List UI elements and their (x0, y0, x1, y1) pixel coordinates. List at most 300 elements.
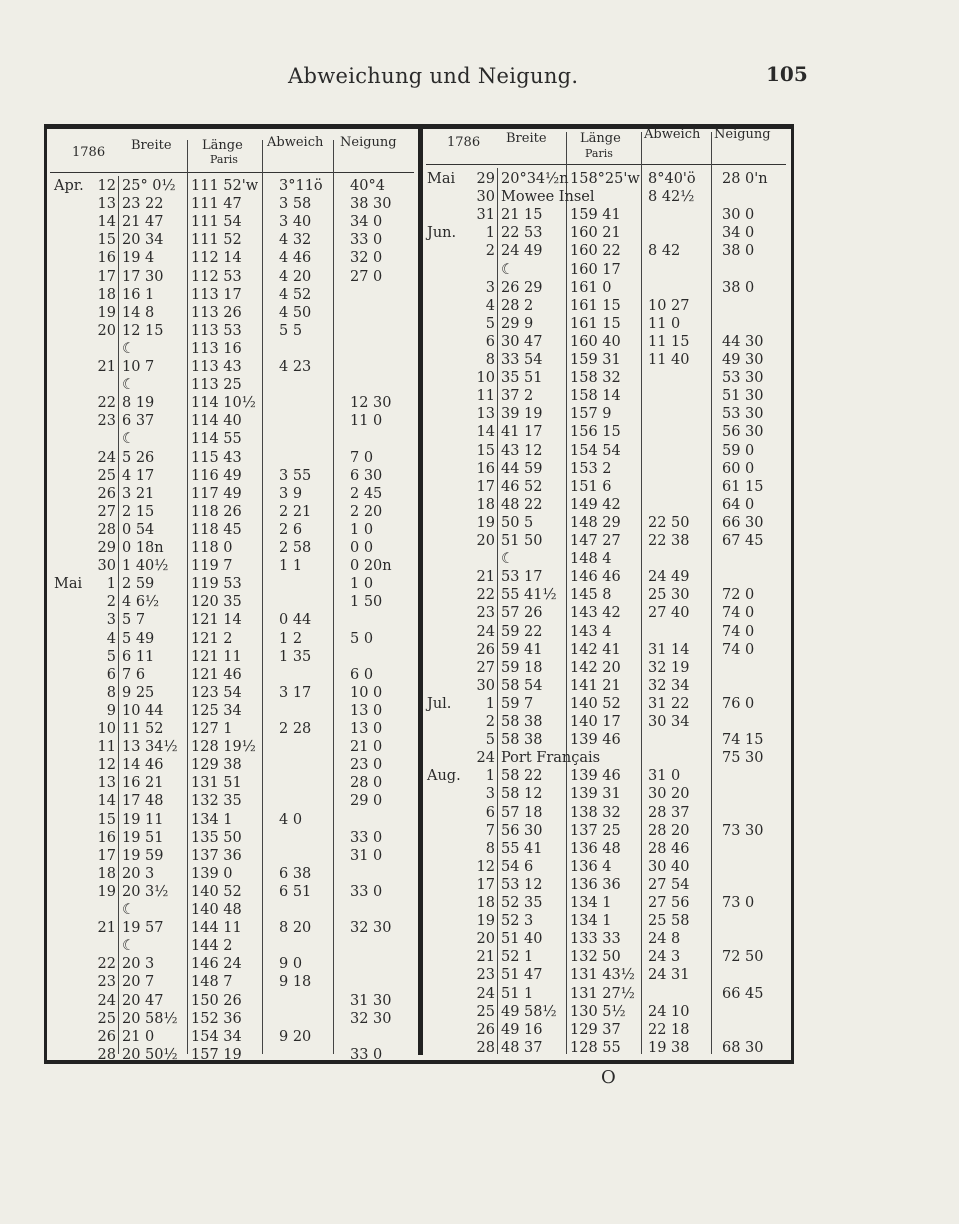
cell-day: 13 (97, 775, 116, 792)
cell-breite: 6 37 (122, 413, 155, 430)
cell-breite: 26 29 (501, 279, 543, 296)
cell-breite: ☾ (501, 261, 514, 278)
cell-abweich: 8 42 (648, 243, 681, 260)
cell-breite: 37 2 (501, 388, 534, 405)
cell-abweich: 27 40 (648, 605, 690, 622)
cell-laenge: 143 4 (570, 623, 612, 640)
right-header-breite: Breite (506, 131, 547, 146)
cell-breite: 20 47 (122, 992, 164, 1009)
cell-laenge: 150 26 (191, 992, 242, 1009)
cell-abweich: 28 20 (648, 822, 690, 839)
cell-laenge: 144 2 (191, 938, 233, 955)
cell-laenge: 129 37 (570, 1021, 621, 1038)
cell-breite: 13 34½ (122, 739, 178, 756)
cell-day: 23 (476, 967, 495, 984)
cell-breite: 51 1 (501, 985, 534, 1002)
cell-abweich: 30 40 (648, 858, 690, 875)
cell-day: 18 (476, 895, 495, 911)
right-header-paris: Paris (585, 147, 613, 160)
cell-laenge: 135 50 (191, 829, 242, 846)
cell-breite: 52 3 (501, 913, 534, 930)
cell-breite: 19 51 (122, 829, 164, 846)
cell-abweich: 30 34 (648, 714, 690, 730)
cell-neigung: 64 0 (722, 496, 755, 513)
cell-breite: 14 46 (122, 757, 164, 774)
cell-breite: 58 12 (501, 786, 543, 803)
cell-day: 16 (97, 250, 116, 267)
cell-day: 10 (97, 721, 116, 737)
cell-neigung: 34 0 (350, 214, 383, 231)
cell-laenge: 132 50 (570, 949, 621, 966)
cell-breite: 21 47 (122, 214, 164, 231)
cell-laenge: 121 14 (191, 612, 242, 629)
cell-laenge: 113 25 (191, 377, 242, 394)
cell-laenge: 139 0 (191, 865, 233, 882)
cell-abweich: 9 0 (279, 956, 303, 973)
cell-day: 28 (476, 1039, 495, 1056)
cell-neigung: 6 30 (350, 467, 383, 484)
cell-laenge: 160 40 (570, 333, 621, 350)
cell-breite: 29 9 (501, 315, 534, 332)
cell-breite: 57 26 (501, 605, 543, 622)
cell-laenge: 121 11 (191, 648, 242, 665)
cell-breite: 5 26 (122, 449, 155, 466)
cell-laenge: 149 42 (570, 496, 621, 513)
cell-day: 29 (97, 540, 116, 556)
cell-breite: 30 47 (501, 333, 543, 350)
cell-abweich: 2 21 (279, 503, 312, 520)
cell-neigung: 31 30 (350, 992, 392, 1009)
cell-abweich: 11 15 (648, 333, 690, 350)
cell-day: 1 (485, 768, 495, 785)
cell-breite: 21 15 (501, 207, 543, 224)
cell-day: 30 (97, 558, 116, 575)
cell-neigung: 13 0 (350, 721, 383, 737)
cell-day: 31 (476, 207, 495, 224)
cell-breite: 5 49 (122, 630, 155, 647)
cell-breite: 50 5 (501, 514, 534, 531)
cell-breite: 53 17 (501, 569, 543, 586)
cell-laenge: 148 4 (570, 551, 612, 568)
cell-day: 26 (476, 1021, 495, 1038)
cell-day: 26 (97, 485, 116, 502)
cell-neigung: 33 0 (350, 1046, 383, 1063)
cell-breite: 57 18 (501, 804, 543, 821)
cell-laenge: 148 29 (570, 514, 621, 531)
cell-breite: 10 44 (122, 702, 164, 719)
cell-neigung: 13 0 (350, 702, 383, 719)
cell-laenge: 146 46 (570, 569, 621, 586)
cell-abweich: 22 18 (648, 1021, 690, 1038)
cell-month: Jul. (427, 695, 452, 712)
cell-abweich: 9 20 (279, 1028, 312, 1045)
cell-laenge: 131 43½ (570, 967, 635, 984)
cell-breite: 19 4 (122, 250, 155, 267)
left-header-rule (50, 172, 414, 173)
cell-breite: 11 52 (122, 721, 164, 737)
cell-day: 23 (476, 605, 495, 622)
cell-breite: 2 15 (122, 503, 155, 520)
cell-breite: 59 18 (501, 659, 543, 676)
cell-neigung: 2 45 (350, 485, 383, 502)
cell-laenge: 112 53 (191, 268, 242, 285)
cell-laenge: 128 55 (570, 1039, 621, 1056)
cell-day: 14 (97, 214, 116, 231)
cell-laenge: 151 6 (570, 478, 612, 495)
cell-day: 15 (97, 232, 116, 249)
cell-day: 25 (97, 1010, 116, 1027)
cell-laenge: 161 15 (570, 297, 621, 314)
cell-laenge: 128 19½ (191, 739, 256, 756)
cell-laenge: 118 0 (191, 540, 233, 556)
cell-neigung: 7 0 (350, 449, 374, 466)
cell-neigung: 32 0 (350, 250, 383, 267)
cell-breite: 24 49 (501, 243, 543, 260)
cell-laenge: 142 20 (570, 659, 621, 676)
cell-breite: 21 0 (122, 1028, 155, 1045)
cell-day: 24 (476, 750, 495, 767)
cell-laenge: 138 32 (570, 804, 621, 821)
cell-breite: 19 57 (122, 920, 164, 937)
cell-laenge: 160 22 (570, 243, 621, 260)
cell-day: 20 (97, 322, 116, 339)
cell-day: 19 (476, 514, 495, 531)
cell-breite: 5 7 (122, 612, 146, 629)
cell-abweich: 6 38 (279, 865, 312, 882)
cell-breite: 2 59 (122, 576, 155, 593)
cell-neigung: 74 0 (722, 605, 755, 622)
cell-day: 16 (476, 460, 495, 477)
cell-laenge: 140 48 (191, 902, 242, 918)
cell-abweich: 32 19 (648, 659, 690, 676)
cell-neigung: 6 0 (350, 666, 374, 683)
right-header-rule (426, 164, 786, 165)
cell-day: 1 (485, 695, 495, 712)
cell-laenge: 115 43 (191, 449, 242, 466)
cell-breite: 48 37 (501, 1039, 543, 1056)
cell-day: 21 (476, 949, 495, 966)
cell-breite: 19 59 (122, 847, 164, 864)
cell-breite: 16 21 (122, 775, 164, 792)
cell-day: 14 (97, 793, 116, 810)
cell-abweich: 27 54 (648, 876, 690, 893)
cell-neigung: 1 50 (350, 594, 383, 611)
cell-neigung: 33 0 (350, 232, 383, 249)
cell-day: 23 (97, 413, 116, 430)
cell-breite: 51 50 (501, 533, 543, 549)
cell-day: 20 (476, 931, 495, 948)
cell-breite: 46 52 (501, 478, 543, 495)
cell-laenge: 121 2 (191, 630, 233, 647)
cell-day: 2 (106, 594, 116, 611)
cell-abweich: 24 31 (648, 967, 690, 984)
cell-breite: 28 2 (501, 297, 534, 314)
table-center-divider (418, 129, 423, 1055)
cell-breite: 17 48 (122, 793, 164, 810)
cell-day: 22 (476, 587, 495, 604)
cell-breite: 59 22 (501, 623, 543, 640)
cell-breite: 59 41 (501, 641, 543, 658)
page-title: Abweichung und Neigung. (288, 64, 579, 88)
cell-neigung: 76 0 (722, 695, 755, 712)
cell-breite: 20 3½ (122, 883, 169, 900)
cell-breite: 22 53 (501, 225, 543, 242)
cell-neigung: 38 30 (350, 196, 392, 213)
cell-abweich: 4 52 (279, 286, 312, 303)
cell-breite: 19 11 (122, 811, 164, 828)
cell-breite: 3 21 (122, 485, 155, 502)
cell-breite: 51 40 (501, 931, 543, 948)
cell-day: 15 (476, 442, 495, 459)
cell-laenge: 154 54 (570, 442, 621, 459)
cell-day: 18 (476, 496, 495, 513)
right-col-rule-abweich (711, 132, 712, 1054)
cell-laenge: 131 27½ (570, 985, 635, 1002)
cell-day: 22 (97, 956, 116, 973)
cell-day: 21 (97, 920, 116, 937)
left-col-rule-date (118, 176, 119, 1054)
left-header-paris: Paris (210, 153, 238, 166)
cell-abweich: 24 49 (648, 569, 690, 586)
cell-neigung: 67 45 (722, 533, 764, 549)
cell-month: Aug. (427, 768, 461, 785)
cell-laenge: 139 46 (570, 732, 621, 749)
cell-laenge: 134 1 (570, 895, 612, 911)
cell-neigung: 51 30 (722, 388, 764, 405)
cell-laenge: 145 8 (570, 587, 612, 604)
cell-neigung: 53 30 (722, 370, 764, 387)
cell-day: 12 (476, 858, 495, 875)
cell-abweich: 28 46 (648, 840, 690, 857)
cell-breite: Mowee Insel (501, 189, 595, 206)
cell-abweich: 31 0 (648, 768, 681, 785)
cell-day: 26 (97, 1028, 116, 1045)
cell-laenge: 119 53 (191, 576, 242, 593)
right-col-rule-breite (566, 132, 567, 1054)
cell-abweich: 8°40'ö (648, 171, 696, 187)
cell-laenge: 154 34 (191, 1028, 242, 1045)
signature-mark: O (601, 1067, 616, 1088)
cell-abweich: 8 20 (279, 920, 312, 937)
cell-laenge: 111 54 (191, 214, 242, 231)
cell-breite: Port Français (501, 750, 601, 767)
cell-day: 20 (476, 533, 495, 549)
cell-laenge: 161 0 (570, 279, 612, 296)
cell-day: 24 (97, 992, 116, 1009)
page-number: 105 (766, 62, 808, 86)
cell-breite: 59 7 (501, 695, 534, 712)
cell-laenge: 113 53 (191, 322, 242, 339)
cell-laenge: 159 41 (570, 207, 621, 224)
cell-breite: 56 30 (501, 822, 543, 839)
cell-breite: 25° 0½ (122, 178, 176, 194)
cell-day: 26 (476, 641, 495, 658)
cell-laenge: 140 17 (570, 714, 621, 730)
cell-day: 5 (485, 315, 495, 332)
cell-abweich: 1 1 (279, 558, 303, 575)
cell-abweich: 19 38 (648, 1039, 690, 1056)
cell-breite: 53 12 (501, 876, 543, 893)
left-header-breite: Breite (131, 138, 172, 153)
cell-day: 24 (476, 623, 495, 640)
cell-neigung: 60 0 (722, 460, 755, 477)
cell-laenge: 117 49 (191, 485, 242, 502)
cell-laenge: 131 51 (191, 775, 242, 792)
cell-neigung: 66 30 (722, 514, 764, 531)
cell-neigung: 32 30 (350, 1010, 392, 1027)
cell-day: 12 (97, 178, 116, 194)
cell-laenge: 161 15 (570, 315, 621, 332)
cell-laenge: 146 24 (191, 956, 242, 973)
cell-breite: 8 19 (122, 395, 155, 412)
cell-neigung: 53 30 (722, 406, 764, 423)
cell-neigung: 74 0 (722, 623, 755, 640)
cell-day: 29 (476, 171, 495, 187)
cell-neigung: 74 15 (722, 732, 764, 749)
left-header-neigung: Neigung (340, 135, 397, 150)
cell-abweich: 0 44 (279, 612, 312, 629)
cell-breite: 20 7 (122, 974, 155, 991)
cell-laenge: 160 21 (570, 225, 621, 242)
cell-laenge: 140 52 (570, 695, 621, 712)
cell-abweich: 2 28 (279, 721, 312, 737)
cell-abweich: 9 18 (279, 974, 312, 991)
cell-abweich: 31 14 (648, 641, 690, 658)
cell-abweich: 31 22 (648, 695, 690, 712)
cell-abweich: 3 40 (279, 214, 312, 231)
cell-day: 28 (97, 521, 116, 538)
cell-laenge: 111 47 (191, 196, 242, 213)
cell-breite: 49 58½ (501, 1003, 557, 1020)
cell-neigung: 23 0 (350, 757, 383, 774)
cell-neigung: 12 30 (350, 395, 392, 412)
right-header-year: 1786 (447, 135, 481, 150)
cell-neigung: 75 30 (722, 750, 764, 767)
cell-day: 8 (106, 684, 116, 701)
cell-neigung: 44 30 (722, 333, 764, 350)
right-header-laenge: Länge (580, 131, 621, 146)
cell-laenge: 136 36 (570, 876, 621, 893)
cell-laenge: 132 35 (191, 793, 242, 810)
cell-neigung: 40°4 (350, 178, 385, 194)
cell-laenge: 140 52 (191, 883, 242, 900)
cell-laenge: 125 34 (191, 702, 242, 719)
cell-breite: 20 34 (122, 232, 164, 249)
cell-month: Jun. (427, 225, 457, 242)
cell-day: 17 (97, 847, 116, 864)
cell-neigung: 38 0 (722, 279, 755, 296)
cell-day: 3 (485, 786, 495, 803)
cell-laenge: 141 21 (570, 677, 621, 694)
cell-laenge: 158 32 (570, 370, 621, 387)
cell-day: 3 (485, 279, 495, 296)
cell-day: 21 (97, 359, 116, 375)
cell-day: 2 (485, 243, 495, 260)
cell-abweich: 24 3 (648, 949, 681, 966)
cell-breite: 20 3 (122, 865, 155, 882)
cell-neigung: 56 30 (722, 424, 764, 441)
cell-breite: 52 1 (501, 949, 534, 966)
cell-day: 4 (106, 630, 116, 647)
cell-neigung: 1 0 (350, 576, 374, 593)
cell-laenge: 113 16 (191, 340, 242, 357)
cell-breite: 58 54 (501, 677, 543, 694)
cell-laenge: 116 49 (191, 467, 242, 484)
cell-laenge: 114 10½ (191, 395, 256, 412)
cell-breite: 4 17 (122, 467, 155, 484)
cell-abweich: 3 17 (279, 684, 312, 701)
cell-abweich: 4 0 (279, 811, 303, 828)
cell-breite: 16 1 (122, 286, 155, 303)
cell-abweich: 27 56 (648, 895, 690, 911)
cell-day: 21 (476, 569, 495, 586)
cell-laenge: 133 33 (570, 931, 621, 948)
cell-abweich: 11 0 (648, 315, 681, 332)
cell-breite: 14 8 (122, 304, 155, 321)
cell-neigung: 66 45 (722, 985, 764, 1002)
cell-laenge: 136 4 (570, 858, 612, 875)
cell-neigung: 72 50 (722, 949, 764, 966)
cell-abweich: 4 20 (279, 268, 312, 285)
cell-day: 5 (106, 648, 116, 665)
cell-day: 2 (485, 714, 495, 730)
cell-abweich: 8 42½ (648, 189, 695, 206)
left-col-rule-laenge (262, 140, 263, 1054)
cell-laenge: 152 36 (191, 1010, 242, 1027)
cell-abweich: 5 5 (279, 322, 303, 339)
cell-day: 6 (106, 666, 116, 683)
cell-neigung: 73 0 (722, 895, 755, 911)
left-header-laenge: Länge (202, 138, 243, 153)
cell-breite: 55 41 (501, 840, 543, 857)
cell-day: 14 (476, 424, 495, 441)
cell-day: 5 (485, 732, 495, 749)
cell-day: 13 (476, 406, 495, 423)
cell-laenge: 157 9 (570, 406, 612, 423)
cell-day: 17 (476, 876, 495, 893)
cell-neigung: 59 0 (722, 442, 755, 459)
cell-abweich: 22 38 (648, 533, 690, 549)
cell-breite: ☾ (122, 938, 135, 955)
cell-laenge: 114 55 (191, 431, 242, 448)
cell-breite: ☾ (122, 377, 135, 394)
cell-abweich: 28 37 (648, 804, 690, 821)
cell-day: 16 (97, 829, 116, 846)
cell-laenge: 160 17 (570, 261, 621, 278)
cell-breite: 58 22 (501, 768, 543, 785)
cell-day: 11 (476, 388, 495, 405)
cell-day: 15 (97, 811, 116, 828)
cell-day: 1 (106, 576, 116, 593)
cell-laenge: 139 31 (570, 786, 621, 803)
cell-abweich: 25 58 (648, 913, 690, 930)
cell-breite: ☾ (122, 431, 135, 448)
cell-day: 3 (106, 612, 116, 629)
cell-neigung: 74 0 (722, 641, 755, 658)
cell-breite: 20°34½n (501, 171, 569, 187)
cell-day: 25 (476, 1003, 495, 1020)
left-header-year: 1786 (72, 145, 106, 160)
cell-neigung: 27 0 (350, 268, 383, 285)
cell-abweich: 3 9 (279, 485, 303, 502)
cell-day: 18 (97, 286, 116, 303)
cell-breite: 10 7 (122, 359, 155, 375)
cell-laenge: 134 1 (570, 913, 612, 930)
cell-laenge: 144 11 (191, 920, 242, 937)
cell-breite: 49 16 (501, 1021, 543, 1038)
cell-breite: 54 6 (501, 858, 534, 875)
cell-neigung: 1 0 (350, 521, 374, 538)
